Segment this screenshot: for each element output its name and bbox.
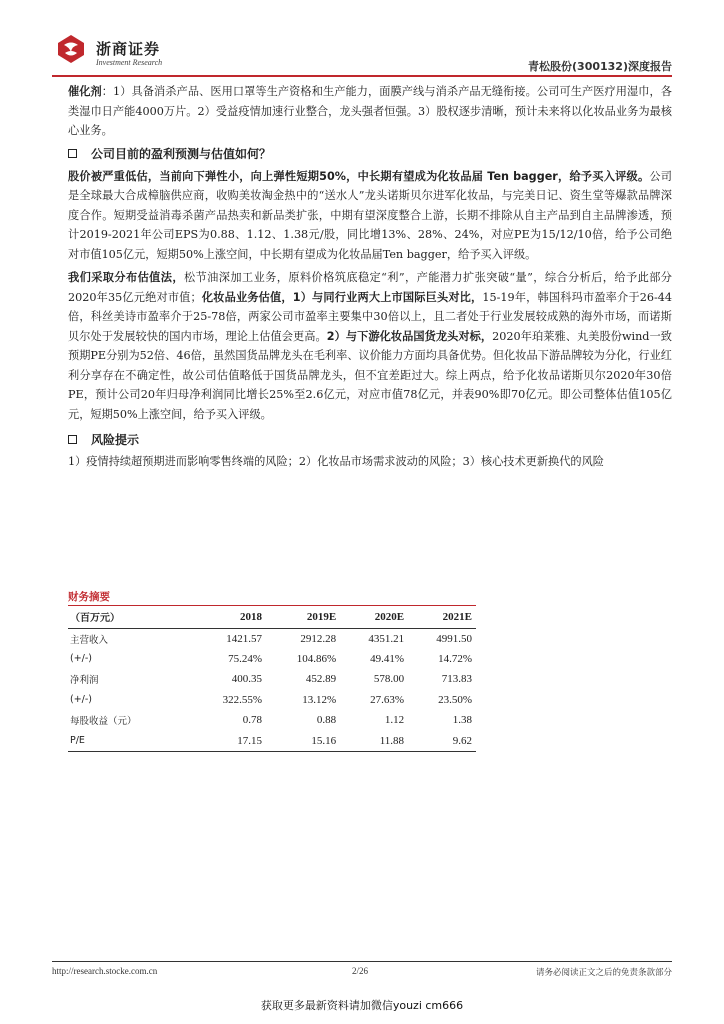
column-header: （百万元） <box>68 606 192 628</box>
page-number: 2/26 <box>352 966 369 976</box>
catalyst-lead: 催化剂 <box>68 85 102 98</box>
column-header: 2020E <box>340 606 408 628</box>
section-heading-valuation <box>68 143 672 165</box>
method-text-3: 2020年珀莱雅、丸美股份wind一致预期PE分别为52倍、46倍，虽然国货品牌龙头在毛利率、议价能力方面均具备优势。但化妆品下游品牌较为分化，行业红利分享存在不确定性，故公司估值略低于国货品牌龙头，但不宜差距过大。综上两点，给予化妆品诺斯贝尔2020年30倍PE，预计公司20年归母净利润同比增长25%至2.6亿元，对应市值78亿元，并表90%即70亿元。即公司整体估值105亿元，短期50%上涨空间，给予买入评级。 <box>68 329 672 421</box>
row-label: (+/-) <box>70 653 93 665</box>
company-name-cn: 浙商证券 <box>96 40 161 58</box>
method-text-1: 松节油深加工业务，原料价格筑底稳定“利”，产能潜力扩张突破“量”，综合分析后，给予此部分2020年35亿元绝对市值； <box>68 271 672 304</box>
row-label: (+/-) <box>70 694 93 706</box>
table-header-row <box>68 606 476 628</box>
header-divider <box>52 75 672 77</box>
valuation-summary-paragraph <box>68 167 672 265</box>
table-cell: 27.63% <box>370 693 405 706</box>
table-cell: 11.88 <box>340 731 408 752</box>
report-body <box>68 82 672 472</box>
table-cell: 17.15 <box>192 731 266 752</box>
table-row <box>68 628 476 649</box>
table-cell: 23.50% <box>438 693 472 706</box>
table-cell: 1.12 <box>384 714 405 727</box>
risk-paragraph: 1）疫情持续超预期进而影响零售终端的风险；2）化妆品市场需求波动的风险；3）核心技术更新换代的风险 <box>68 455 604 468</box>
method-lead-2: 化妆品业务估值，1）与同行业两大上市国际巨头对比， <box>201 290 483 304</box>
table-row <box>68 649 476 670</box>
method-text-2: 15-19年，韩国科玛市盈率介于26-44倍，科丝美诗市盈率介于25-78倍，两家公司市盈率主要集中30倍以上，且二者处于行业发展较成熟的海外市场，而诺斯贝尔处于发展较快的国内市场，理论上估值会更高。 <box>68 290 672 343</box>
table-cell: 13.12% <box>302 693 337 706</box>
table-cell: 75.24% <box>228 652 263 665</box>
research-site-link[interactable]: http://research.stocke.com.cn <box>52 966 158 976</box>
column-header: 2019E <box>266 606 340 628</box>
method-lead-3: 2）与下游化妆品国货龙头对标， <box>326 329 493 343</box>
row-label: P/E <box>68 731 192 752</box>
table-cell: 1.38 <box>452 714 472 727</box>
financial-summary-table <box>68 606 476 752</box>
catalyst-text: ：1）具备消杀产品、医用口罩等生产资格和生产能力，面膜产线与消杀产品无缝衔接。公司可生产医疗用湿巾，各类湿巾日产能4000万片。2）受益疫情加速行业整合，龙头强者恒强。3）股权逐步清晰，预计未来将以化妆品业务为最核心业务。 <box>68 85 672 137</box>
table-cell: 49.41% <box>370 652 405 665</box>
table-row <box>68 710 476 731</box>
table-row <box>68 669 476 690</box>
table-cell: 104.86% <box>296 652 337 665</box>
catalyst-paragraph <box>68 82 672 141</box>
table-row <box>68 731 476 752</box>
section-heading-text: 风险提示 <box>91 432 140 447</box>
table-cell: 1421.57 <box>226 632 263 645</box>
row-label: 净利润 <box>70 675 99 687</box>
table-cell: 0.78 <box>242 714 263 727</box>
section-heading-text: 公司目前的盈利预测与估值如何？ <box>91 147 272 161</box>
method-lead-1: 我们采取分布估值法， <box>68 271 184 284</box>
company-name-en: Investment Research <box>96 58 163 67</box>
broker-logo-icon <box>56 34 86 64</box>
table-cell: 14.72% <box>438 652 472 665</box>
column-header: 2021E <box>408 606 476 628</box>
disclaimer-note: 请务必阅读正文之后的免责条款部分 <box>535 968 672 978</box>
footer-divider <box>52 961 672 962</box>
valuation-summary-lead: 股价被严重低估，当前向下弹性小，向上弹性短期50%，中长期有望成为化妆品届 Ten bagger，给予买入评级。 <box>68 169 650 183</box>
table-cell: 578.00 <box>373 673 405 686</box>
table-cell: 322.55% <box>222 693 263 706</box>
page-header <box>52 30 672 76</box>
row-label: 主营收入 <box>70 634 109 646</box>
table-cell: 4991.50 <box>436 632 472 645</box>
table-cell: 0.88 <box>316 714 337 727</box>
checkbox-bullet-icon <box>68 149 77 158</box>
valuation-method-paragraph <box>68 268 672 424</box>
table-cell: 400.35 <box>231 673 263 686</box>
valuation-summary-text: 公司是全球最大合成樟脑供应商，收购美妆淘金热中的“送水人”龙头诺斯贝尔进军化妆品，与完美日记、资生堂等爆款品牌深度合作。短期受益消毒杀菌产品热卖和新品类扩张，中期有望深度整合上游，长期不排除从自主产品到自主品牌渗透，预计2019-2021年公司EPS为0.88、1.12、1.38元/股，同比增13%、28%、24%，对应PE为15/12/10倍，给予公司绝对市值105亿元，短期50%上涨空间，中长期有望成为化妆品届Ten bagger，给予买入评级。 <box>68 169 672 261</box>
table-row <box>68 690 476 711</box>
report-title: 青松股份(300132)深度报告 <box>528 60 672 73</box>
row-label: 每股收益（元） <box>70 716 137 728</box>
table-cell: 4351.21 <box>368 632 405 645</box>
financial-summary-title: 财务摘要 <box>68 591 110 603</box>
column-header: 2018 <box>192 606 266 628</box>
table-cell: 15.16 <box>266 731 340 752</box>
checkbox-bullet-icon <box>68 435 77 444</box>
table-cell: 2912.28 <box>300 632 337 645</box>
promo-banner: 获取更多最新资料请加微信youzi cm666 <box>260 999 464 1012</box>
table-cell: 9.62 <box>408 731 476 752</box>
table-cell: 452.89 <box>305 673 337 686</box>
section-heading-risk <box>68 428 672 450</box>
table-cell: 713.83 <box>441 673 472 686</box>
